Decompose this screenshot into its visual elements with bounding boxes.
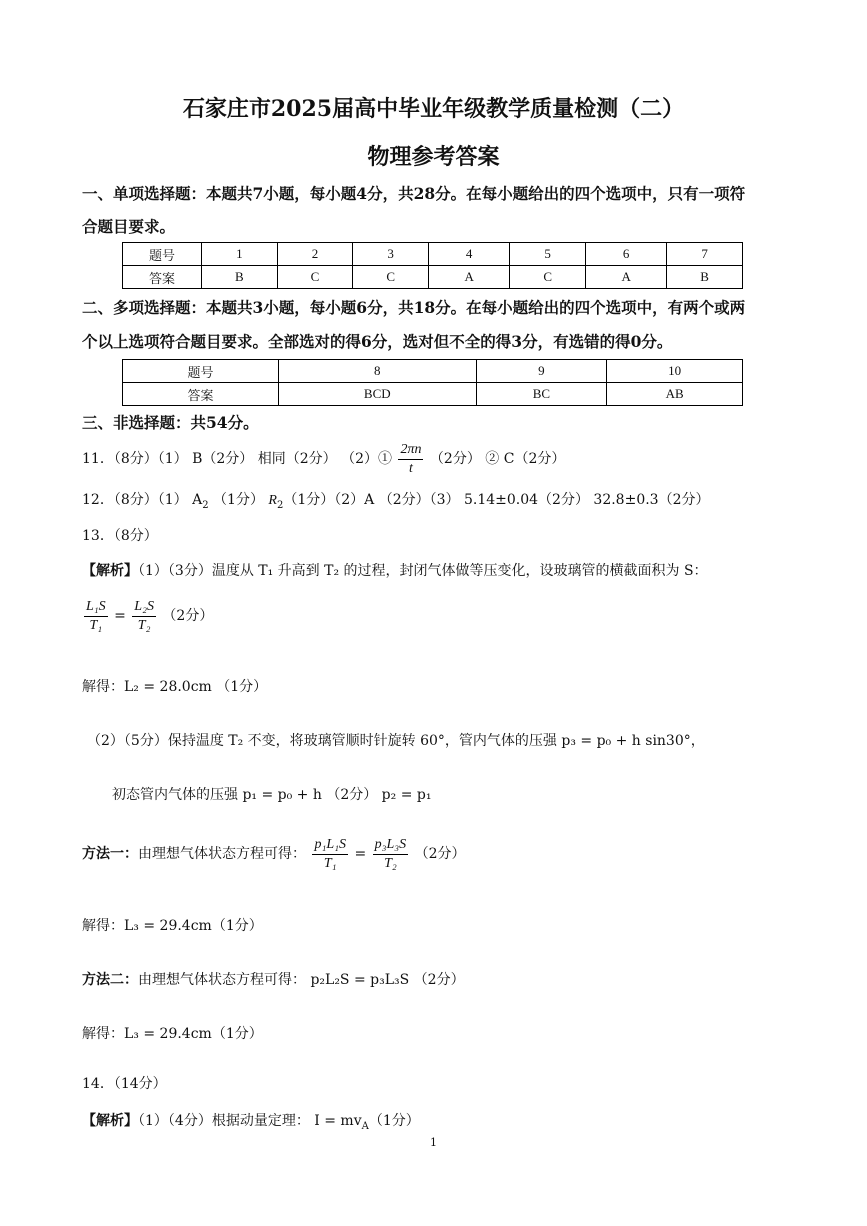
page-number: 1 [430, 1136, 437, 1149]
sec2-line1: 二、多项选择题：本题共3小题，每小题6分，共18分。在每小题给出的四个选项中，有两个或两 [82, 298, 746, 317]
page-subtitle: 物理参考答案 [367, 144, 500, 170]
row-header: 题号 [123, 243, 202, 266]
fraction-numerator: L₁S [84, 598, 108, 617]
q13-head: 13．（8分） [82, 528, 158, 544]
q13-method2 [82, 970, 465, 990]
answer-cell: B [667, 266, 743, 289]
q12-part-b: （1分） [213, 492, 264, 508]
q13-sol3: 解得：L₃ = 29.4cm（1分） [82, 1026, 263, 1042]
q11-part-a: 11．（8分）（1） B（2分） 相同（2分） （2）① [82, 451, 392, 467]
q13-p1-text: （1）（3分）温度从 T₁ 升高到 T₂ 的过程，封闭气体做等压变化，设玻璃管的横截面积为 S： [138, 563, 708, 579]
q13-sol1: 解得：L₂ = 28.0cm （1分） [82, 679, 268, 695]
q13-sol2: 解得：L₃ = 29.4cm（1分） [82, 918, 263, 934]
q12-r: R [268, 493, 277, 508]
row-header: 题号 [123, 360, 279, 383]
answer-cell: BC [476, 383, 607, 406]
fraction-denominator: T₁ [89, 617, 103, 633]
fraction-numerator: p₁L₁S [312, 836, 348, 855]
m1-right-fraction [373, 836, 409, 873]
question-number: 4 [429, 243, 510, 266]
q11-fraction [398, 441, 423, 478]
multi-choice-table [122, 359, 743, 406]
fraction-denominator: T₂ [384, 855, 397, 871]
table-row [123, 360, 743, 383]
fraction-numerator: L₂S [132, 598, 156, 617]
q12-line [82, 490, 710, 516]
q11-line [82, 440, 565, 478]
q11-part-b: （2分） ② C（2分） [429, 451, 566, 467]
question-number: 8 [279, 360, 477, 383]
eq1-left-fraction [84, 598, 108, 635]
method2-text: 由理想气体状态方程可得： p₂L₂S = p₃L₃S （2分） [138, 972, 465, 988]
q13-method1 [82, 834, 466, 874]
answer-cell: B [202, 266, 278, 289]
equals-sign: = [354, 846, 367, 862]
sec1-line1: 一、单项选择题：本题共7小题，每小题4分，共28分。在每小题给出的四个选项中，只有一项符 [82, 184, 746, 203]
q13-eq1 [82, 596, 213, 636]
answer-cell: A [585, 266, 666, 289]
q12-a-sub: 2 [202, 499, 209, 511]
m1-left-fraction [312, 836, 348, 873]
q14-head: 14．（14分） [82, 1076, 167, 1092]
q14-sub: A [361, 1120, 369, 1132]
equals-sign: = [114, 608, 126, 624]
fraction-denominator: t [409, 460, 413, 476]
answer-cell: C [510, 266, 586, 289]
page-title: 石家庄市2025届高中毕业年级教学质量检测（二） [182, 96, 685, 122]
question-number: 5 [510, 243, 586, 266]
row-header: 答案 [123, 383, 279, 406]
eq1-right-fraction [132, 598, 156, 635]
method2-label: 方法二： [82, 972, 138, 988]
row-header: 答案 [123, 266, 202, 289]
fraction-numerator: p₃L₃S [373, 836, 409, 855]
q13-p1 [82, 561, 708, 581]
q12-part-c: （1分）（2）A （2分）（3） 5.14±0.04（2分） 32.8±0.3（2分） [283, 492, 710, 508]
sec3-heading: 三、非选择题：共54分。 [82, 413, 259, 432]
answer-cell: C [277, 266, 353, 289]
analysis-label: 【解析】 [82, 563, 138, 579]
q12-r-sub: 2 [276, 499, 284, 511]
answer-cell: A [429, 266, 510, 289]
q14-p1 [82, 1111, 420, 1137]
question-number: 3 [353, 243, 429, 266]
question-number: 6 [585, 243, 666, 266]
table-row [123, 383, 743, 406]
q14-p1-text: （1）（4分）根据动量定理： I = mv [138, 1113, 362, 1129]
sec2-line2: 个以上选项符合题目要求。全部选对的得6分，选对但不全的得3分，有选错的得0分。 [82, 332, 673, 351]
table-row [123, 243, 743, 266]
method1-text: 由理想气体状态方程可得： [138, 846, 306, 862]
q12-part-a: 12．（8分）（1） A [82, 492, 203, 508]
question-number: 9 [476, 360, 607, 383]
analysis-label: 【解析】 [82, 1113, 138, 1129]
q13-p3: 初态管内气体的压强 p₁ = p₀ + h （2分） p₂ = p₁ [112, 787, 432, 803]
sec1-line2: 合题目要求。 [82, 217, 176, 236]
single-choice-table [122, 242, 743, 289]
answer-cell: C [353, 266, 429, 289]
m1-score: （2分） [414, 846, 466, 862]
question-number: 7 [667, 243, 743, 266]
question-number: 2 [277, 243, 353, 266]
answer-cell: BCD [279, 383, 477, 406]
answer-cell: AB [607, 383, 743, 406]
question-number: 10 [607, 360, 743, 383]
fraction-denominator: T₁ [323, 855, 337, 871]
q13-p2: （2）（5分）保持温度 T₂ 不变，将玻璃管顺时针旋转 60°，管内气体的压强 p₃ = p₀ + h sin30°， [87, 733, 705, 749]
eq1-score: （2分） [162, 608, 214, 624]
fraction-numerator: 2πn [398, 441, 423, 460]
q14-p1-end: （1分） [368, 1113, 420, 1129]
method1-label: 方法一： [82, 846, 138, 862]
table-row [123, 266, 743, 289]
fraction-denominator: T₂ [137, 617, 151, 633]
question-number: 1 [202, 243, 278, 266]
